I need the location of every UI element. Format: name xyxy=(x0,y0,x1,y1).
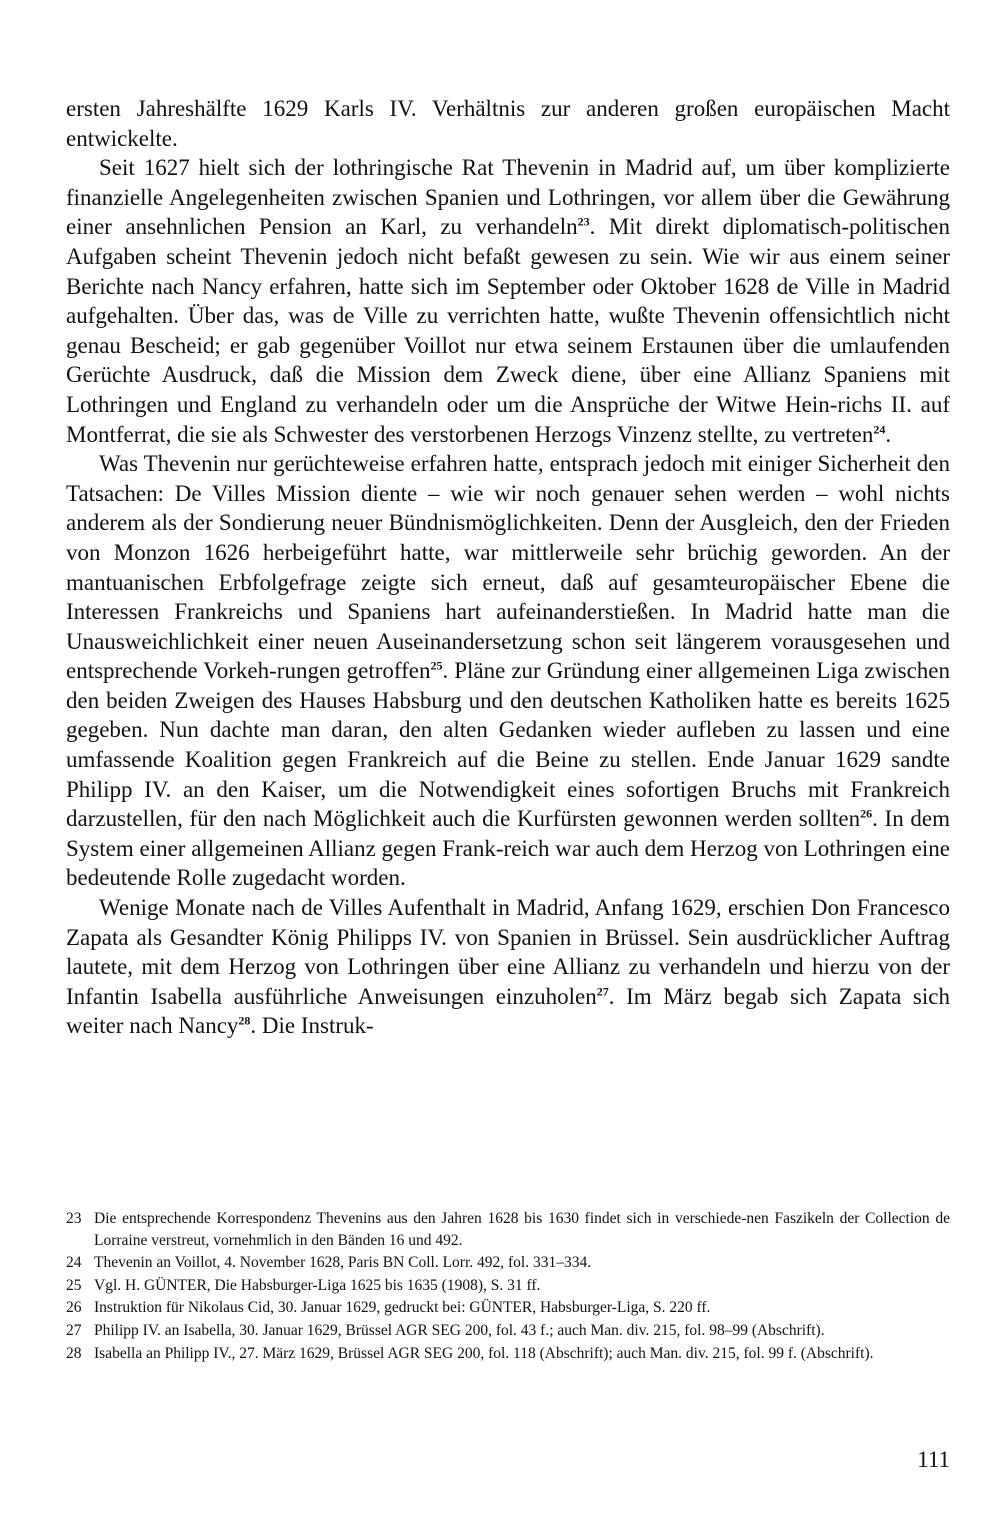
footnote-number: 26 xyxy=(66,1299,82,1317)
footnotes-section xyxy=(66,1208,950,1365)
footnote xyxy=(66,1275,950,1297)
footnote-text: Isabella an Philipp IV., 27. März 1629, Brüssel AGR SEG 200, fol. 118 (Abschrift); auch Man. div. 215, fol. 99 f. (Abschrift). xyxy=(94,1344,874,1362)
footnote-text: Instruktion für Nikolaus Cid, 30. Januar 1629, gedruckt bei: GÜNTER, Habsburger-Liga, S. 220 ff. xyxy=(94,1299,711,1317)
footnote-number: 23 xyxy=(66,1210,82,1227)
paragraph-text: Seit 1627 hielt sich der lothringische Rat Thevenin in Madrid auf, um über komplizierte finanzielle Angelegenheiten zwischen Spanien und Lothringen, vor allem über die Gewährung einer ansehnlichen Pension an Karl, zu verhandeln xyxy=(66,155,950,240)
footnote xyxy=(66,1343,950,1365)
paragraph-text: . xyxy=(885,421,892,447)
paragraph-text: ersten Jahreshälfte 1629 Karls IV. Verhältnis zur anderen großen europäischen Macht entwickelte. xyxy=(66,96,950,151)
footnote-number: 25 xyxy=(66,1276,82,1294)
footnote-text: Vgl. H. GÜNTER, Die Habsburger-Liga 1625 bis 1635 (1908), S. 31 ff. xyxy=(94,1276,541,1294)
paragraph-text: . Die Instruk- xyxy=(250,1013,374,1039)
paragraph-text: . Pläne zur Gründung einer allgemeinen Liga zwischen den beiden Zweigen des Hauses Habsburg und den deutschen Katholiken hatte es bereits 1625 gegeben. Nun dachte man daran, den alten Gedanken wieder aufleben zu lassen und eine umfassende Koalition gegen Frankreich auf die Beine zu stellen. Ende Januar 1629 sandte Philipp IV. an den Kaiser, um die Notwendigkeit eines sofortigen Bruchs mit Frankreich darzustellen, für den nach Möglichkeit auch die Kurfürsten gewonnen werden sollten xyxy=(66,658,950,832)
paragraph-text: . Im März begab sich Zapata sich weiter nach Nancy xyxy=(66,983,950,1039)
footnote xyxy=(66,1252,950,1274)
footnote-text: Die entsprechende Korrespondenz Thevenins aus den Jahren 1628 bis 1630 findet sich in verschiede-nen Faszikeln der Collection de Lorraine verstreut, vornehmlich in den Bänden 16 und 492. xyxy=(94,1210,950,1249)
paragraph xyxy=(66,449,950,893)
footnote-reference: 27 xyxy=(596,984,609,999)
footnote-text: Thevenin an Voillot, 4. November 1628, Paris BN Coll. Lorr. 492, fol. 331–334. xyxy=(94,1254,592,1272)
footnote-number: 28 xyxy=(66,1344,82,1362)
footnote-number: 27 xyxy=(66,1321,82,1339)
footnote-reference: 23 xyxy=(577,214,590,229)
footnote-reference: 26 xyxy=(860,806,873,821)
page-number: 111 xyxy=(917,1447,950,1472)
footnote xyxy=(66,1208,950,1251)
paragraph-text: . In dem System einer allgemeinen Allianz gegen Frank-reich war auch dem Herzog von Lothringen eine bedeutende Rolle zugedacht worden. xyxy=(66,806,950,891)
paragraph xyxy=(66,153,950,449)
footnote-number: 24 xyxy=(66,1254,82,1272)
footnote-reference: 28 xyxy=(238,1013,251,1028)
paragraph-text: Wenige Monate nach de Villes Aufenthalt in Madrid, Anfang 1629, erschien Don Francesco Zapata als Gesandter König Philipps IV. von Spanien in Brüssel. Sein ausdrücklicher Auftrag lautete, mit dem Herzog von Lothringen über eine Allianz zu verhandeln und hierzu von der Infantin Isabella ausführliche Anweisungen einzuholen xyxy=(66,895,950,1009)
footnote xyxy=(66,1297,950,1319)
paragraph-text: . Mit direkt diplomatisch-politischen Aufgaben scheint Thevenin jedoch nicht befaßt gewesen zu sein. Wie wir aus einem seiner Berichte nach Nancy erfahren, hatte sich im September oder Oktober 1628 de Ville in Madrid aufgehalten. Über das, was de Ville zu verrichten hatte, wußte Thevenin offensichtlich nicht genau Bescheid; er gab gegenüber Voillot nur etwa seinem Erstaunen über die umlaufenden Gerüchte Ausdruck, daß die Mission dem Zweck diene, über eine Allianz Spaniens mit Lothringen und England zu verhandeln oder um die Ansprüche der Witwe Hein-richs II. auf Montferrat, die sie als Schwester des verstorbenen Herzogs Vinzenz stellte, zu vertreten xyxy=(66,214,950,447)
footnote-reference: 24 xyxy=(873,421,886,436)
paragraph-text: Was Thevenin nur gerüchteweise erfahren hatte, entsprach jedoch mit einiger Sicherheit den Tatsachen: De Villes Mission diente – wie wir noch genauer sehen werden – wohl nichts anderem als der Sondierung neuer Bündnismöglichkeiten. Denn der Ausgleich, den der Frieden von Monzon 1626 herbeigeführt hatte, war mittlerweile sehr brüchig geworden. An der mantuanischen Erbfolgefrage zeigte sich erneut, daß auf gesamteuropäischer Ebene die Interessen Frankreichs und Spaniens hart aufeinanderstießen. In Madrid hatte man die Unausweichlichkeit einer neuen Auseinandersetzung schon seit längerem vorausgesehen und entsprechende Vorkeh-rungen getroffen xyxy=(66,451,950,684)
main-text xyxy=(66,94,950,1041)
footnote-reference: 25 xyxy=(430,658,443,673)
footnote-text: Philipp IV. an Isabella, 30. Januar 1629, Brüssel AGR SEG 200, fol. 43 f.; auch Man. div. 215, fol. 98–99 (Abschrift). xyxy=(94,1321,825,1339)
paragraph xyxy=(66,94,950,153)
footnote xyxy=(66,1320,950,1342)
paragraph xyxy=(66,893,950,1041)
